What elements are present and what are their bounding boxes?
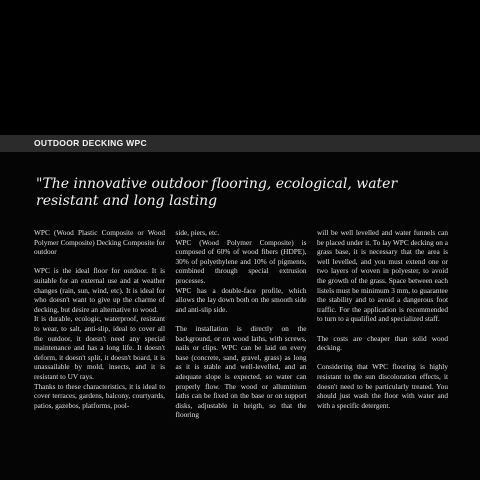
col2-paragraph: WPC has a double-face profile, which allows the lay down both on the smooth side and anti-slip side. bbox=[175, 285, 307, 314]
col1-paragraph: WPC is the ideal floor for outdoor. It is suitable for an external use and at weather changes (rain, sun, wind, etc). It is ideal for who doesn't want to give up the charme of decking, but desire an alternative to wood. bbox=[34, 266, 165, 314]
col2-paragraph: The installation is directly on the background, or on wood laths, with screws, nails or clips. WPC can be laid on every base (concrete, sand, gravel, grass) as long as it is stable and well-levelled, and an adequate slope is expected, so water can properly flow. The wood or alluminium laths can be fixed on the base or on support disks, adjustable in heigth, so that the flooring bbox=[175, 323, 307, 420]
body-columns bbox=[34, 228, 448, 420]
top-dark-area bbox=[0, 0, 480, 135]
column-3 bbox=[317, 228, 448, 420]
col3-paragraph: will be well levelled and water funnels can be placed under it. To lay WPC decking on a grass base, it is necessary that the area is well levelled, and you must extend one or two layers of woven in polyester, to avoid the growth of the grass. Space between each listels must be minimum 3 mm, to guarantee the stability and to avoid a dangerous foot traffic. For the application is recommended to turn to a qualified and specialized staff. bbox=[317, 228, 448, 324]
col1-title-paragraph: WPC (Wood Plastic Composite or Wood Polymer Composite) Decking Composite for outdoor bbox=[34, 228, 165, 257]
col1-paragraph: Thanks to these characteristics, it is ideal to cover terraces, gardens, balcony, courtyards, patios, gazebos, platforms, pool- bbox=[34, 381, 165, 410]
tagline: "The innovative outdoor flooring, ecological, water resistant and long lasting bbox=[36, 176, 398, 209]
section-title: OUTDOOR DECKING WPC bbox=[34, 138, 147, 148]
column-1 bbox=[34, 228, 165, 420]
column-2 bbox=[176, 228, 307, 420]
col3-paragraph: Considering that WPC flooring is highly resistant to the sun discoloration effects, it doesn't need to be particularly treated. You should just wash the floor with water and with a specific detergent. bbox=[317, 362, 448, 410]
col2-paragraph: WPC (Wood Polymer Composite) is composed of 60% of wood fibers (HDPE), 30% of polyethylene and 10% of pigments, combined through special extrusion processes. bbox=[175, 237, 307, 285]
col3-paragraph: The costs are cheaper than solid wood decking. bbox=[317, 333, 448, 353]
col2-paragraph: side, piers, etc. bbox=[175, 228, 220, 237]
col1-paragraph: It is durable, ecologic, waterproof, resistant to wear, to salt, anti-slip, ideal to cover all the outdoor, it doesn't need any special maintenance and has a long life. It doesn't deform, it doesn't split, it doesn't board, it is unassailable by mold, insects, and it is resistant to UV rays. bbox=[34, 314, 165, 381]
